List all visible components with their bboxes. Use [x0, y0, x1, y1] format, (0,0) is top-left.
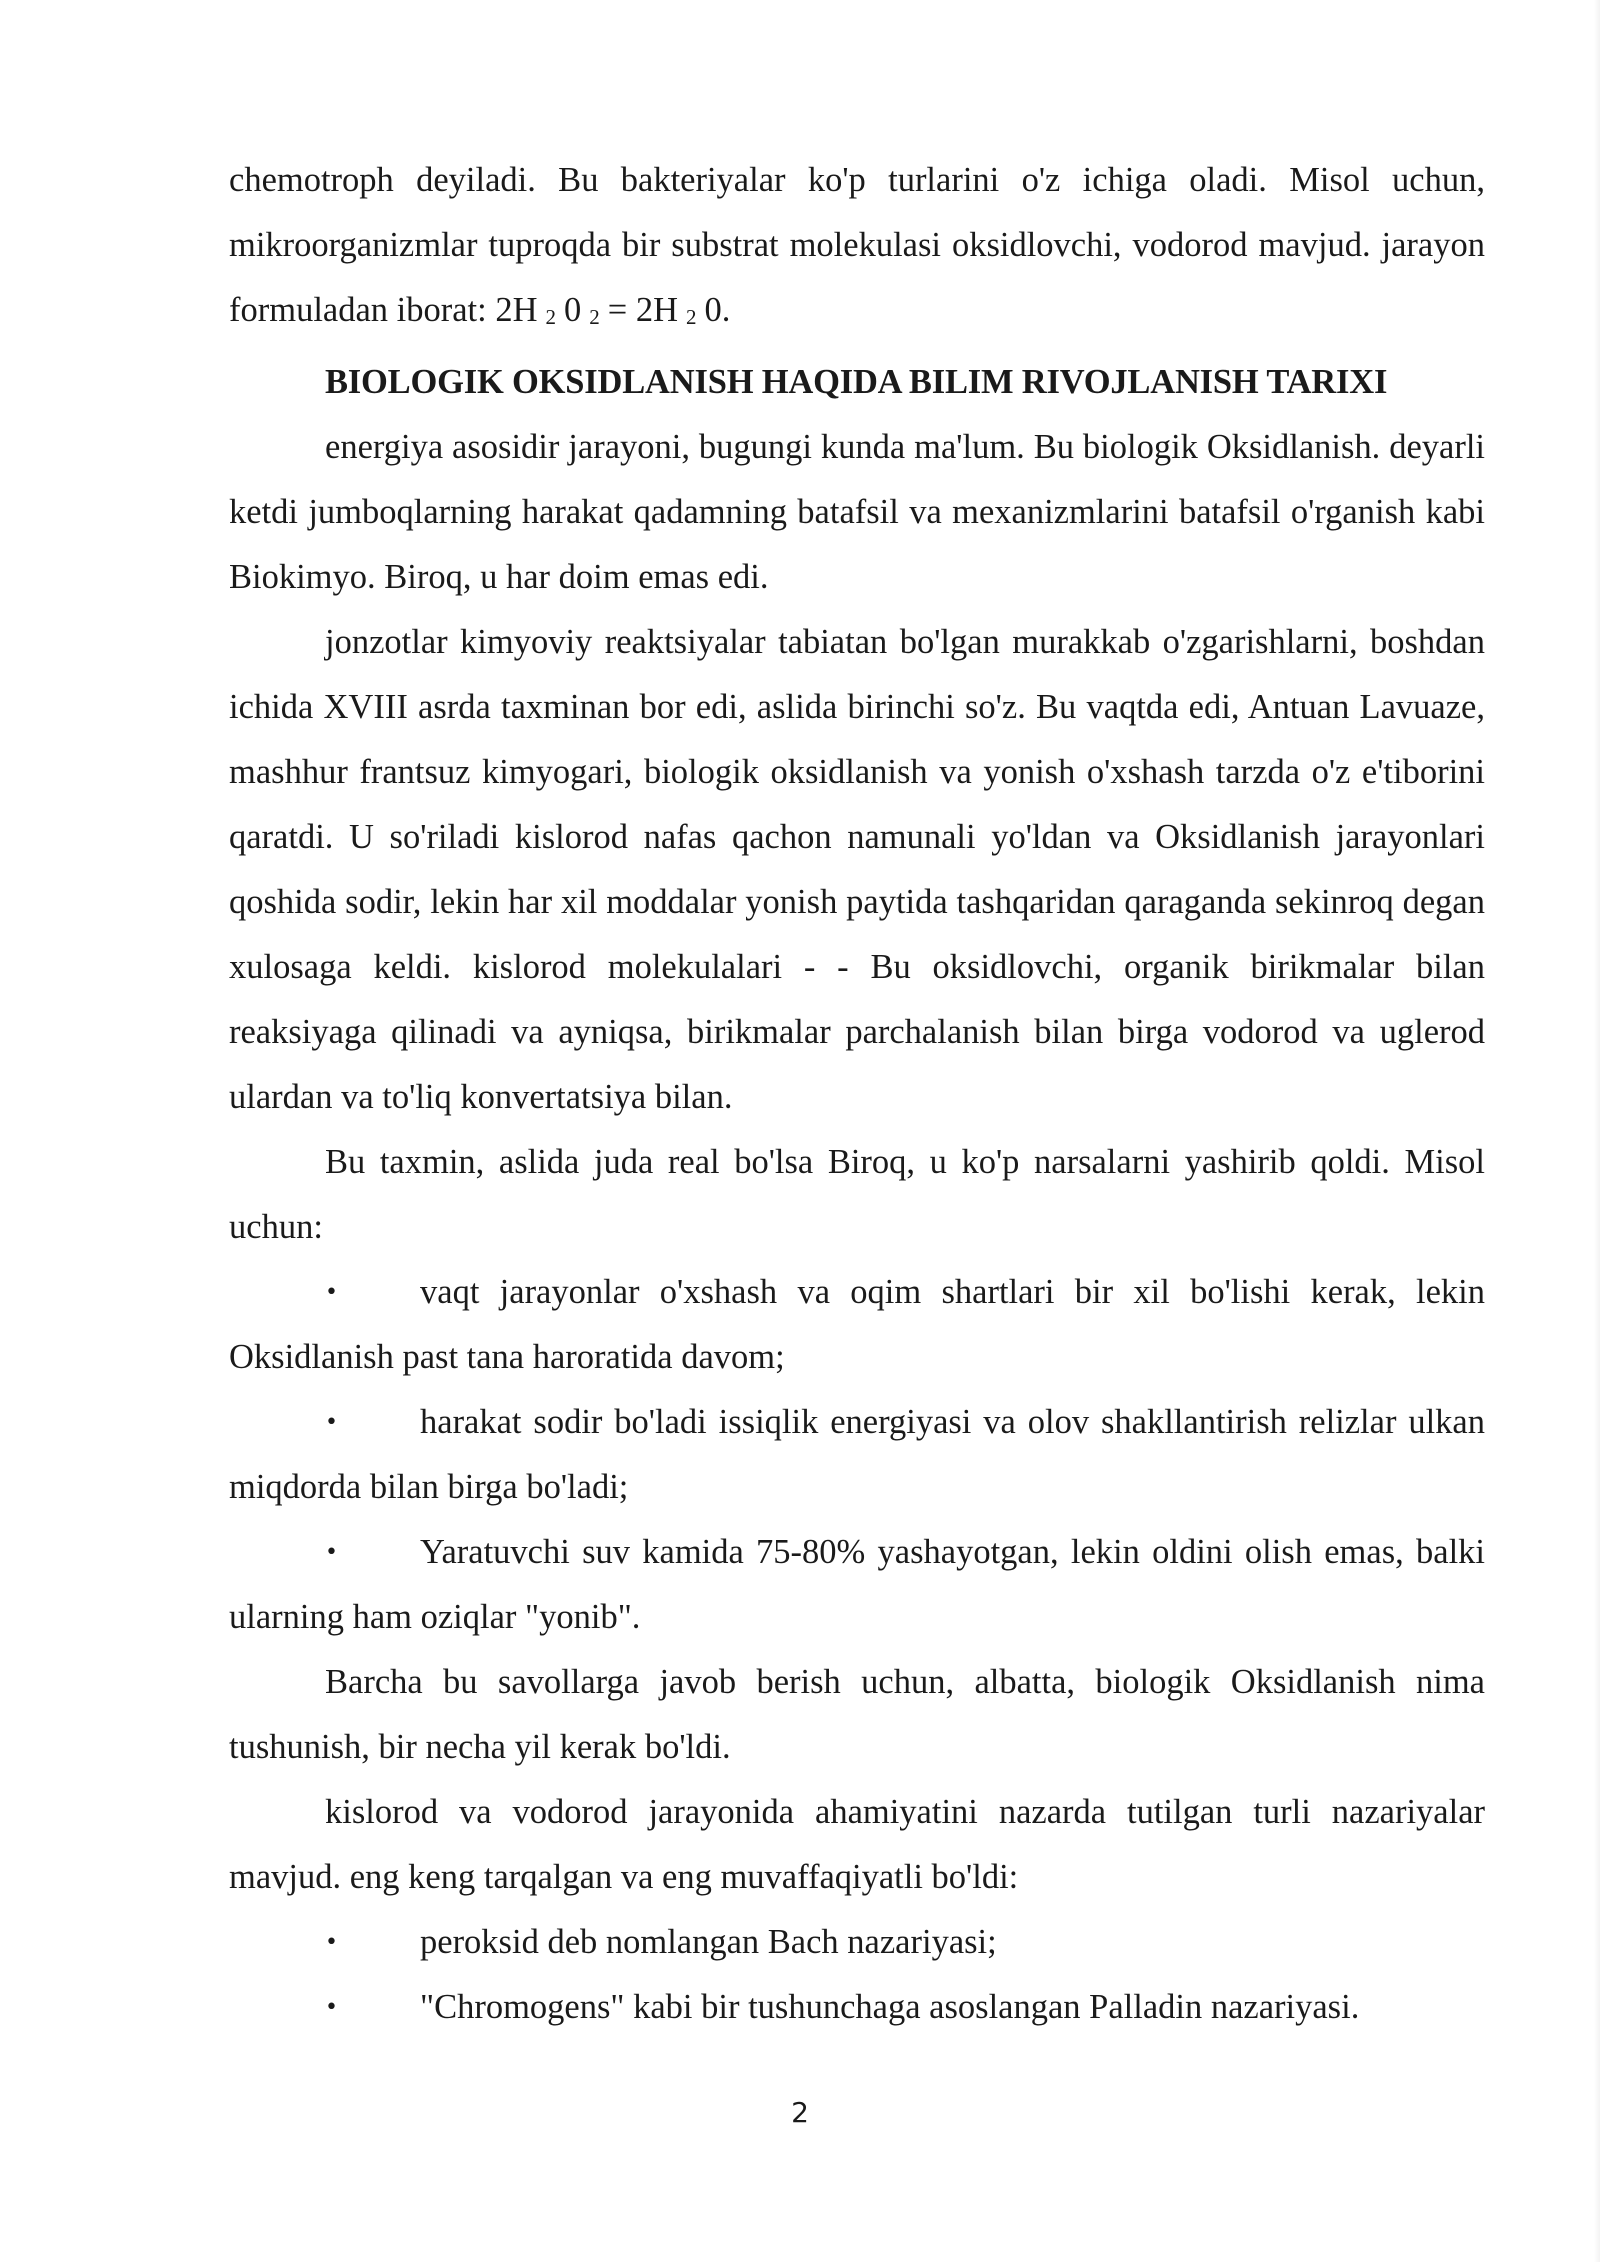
list-item [229, 1260, 1485, 1390]
list-item [229, 1975, 1485, 2040]
bullet-icon: • [325, 1280, 338, 1305]
paragraph-questions: Barcha bu savollarga javob berish uchun, albatta, biologik Oksidlanish nima tushunish, bir necha yil kerak bo'ldi. [229, 1663, 1485, 1766]
subscript: 2 [686, 305, 697, 329]
paragraph-history: jonzotlar kimyoviy reaktsiyalar tabiatan bo'lgan murakkab o'zgarishlarni, boshdan ichida XVIII asrda taxminan bor edi, aslida birinchi so'z. Bu vaqtda edi, Antuan Lavuaze, mashhur frantsuz kimyogari, biologik oksidlanish va yonish o'xshash tarzda o'z e'tiborini qaratdi. U so'riladi kislorod nafas qachon namunali yo'ldan va Oksidlanish jarayonlari qoshida sodir, lekin har xil moddalar yonish paytida tashqaridan qaraganda sekinroq degan xulosaga keldi. kislorod molekulalari - - Bu oksidlovchi, organik birikmalar bilan reaksiyaga qilinadi va ayniqsa, birikmalar parchalanish bilan birga vodorod va uglerod ulardan va to'liq konvertatsiya bilan. [229, 623, 1485, 1116]
page-edge-shadow [1594, 0, 1600, 2262]
bullet-icon: • [325, 1930, 338, 1955]
page-number: 2 [791, 2096, 809, 2129]
list-item-text: "Chromogens" kabi bir tushunchaga asoslangan Palladin nazariyasi. [420, 1988, 1360, 2026]
list-item [229, 1520, 1485, 1650]
list-item-text: peroksid deb nomlangan Bach nazariyasi; [420, 1923, 997, 1961]
paragraph-theories: kislorod va vodorod jarayonida ahamiyatini nazarda tutilgan turli nazariyalar mavjud. eng keng tarqalgan va eng muvaffaqiyatli bo'ldi: [229, 1793, 1485, 1896]
formula-part: 0 [564, 291, 582, 329]
paragraph-intro-text: chemotroph deyiladi. Bu bakteriyalar ko'p turlarini o'z ichiga oladi. Misol uchun, mikroorganizmlar tuproqda bir substrat molekulasi oksidlovchi, vodorod mavjud. jarayon formuladan iborat: 2H [229, 161, 1485, 329]
formula-part: 0. [704, 291, 731, 329]
paragraph-intro [229, 148, 1485, 350]
paragraph-assumption: Bu taxmin, aslida juda real bo'lsa Biroq, u ko'p narsalarni yashirib qoldi. Misol uchun: [229, 1143, 1485, 1246]
list-item [229, 1390, 1485, 1520]
bullet-icon: • [325, 1410, 338, 1435]
paragraph-energy: energiya asosidir jarayoni, bugungi kunda ma'lum. Bu biologik Oksidlanish. deyarli ketdi jumboqlarning harakat qadamning batafsil va mexanizmlarini batafsil o'rganish kabi Biokimyo. Biroq, u har doim emas edi. [229, 428, 1485, 596]
subscript: 2 [545, 305, 556, 329]
list-item [229, 1910, 1485, 1975]
formula-part: = 2H [607, 291, 678, 329]
page-content [229, 148, 1485, 2040]
section-heading: BIOLOGIK OKSIDLANISH HAQIDA BILIM RIVOJLANISH TARIXI [325, 363, 1388, 401]
bullet-icon: • [325, 1540, 338, 1565]
list-item-text: vaqt jarayonlar o'xshash va oqim shartlari bir xil bo'lishi kerak, lekin Oksidlanish past tana haroratida davom; [229, 1273, 1485, 1376]
subscript: 2 [589, 305, 600, 329]
bullet-icon: • [325, 1995, 338, 2020]
list-item-text: Yaratuvchi suv kamida 75-80% yashayotgan, lekin oldini olish emas, balki ularning ham oziqlar "yonib". [229, 1533, 1485, 1636]
list-item-text: harakat sodir bo'ladi issiqlik energiyasi va olov shakllantirish relizlar ulkan miqdorda bilan birga bo'ladi; [229, 1403, 1485, 1506]
